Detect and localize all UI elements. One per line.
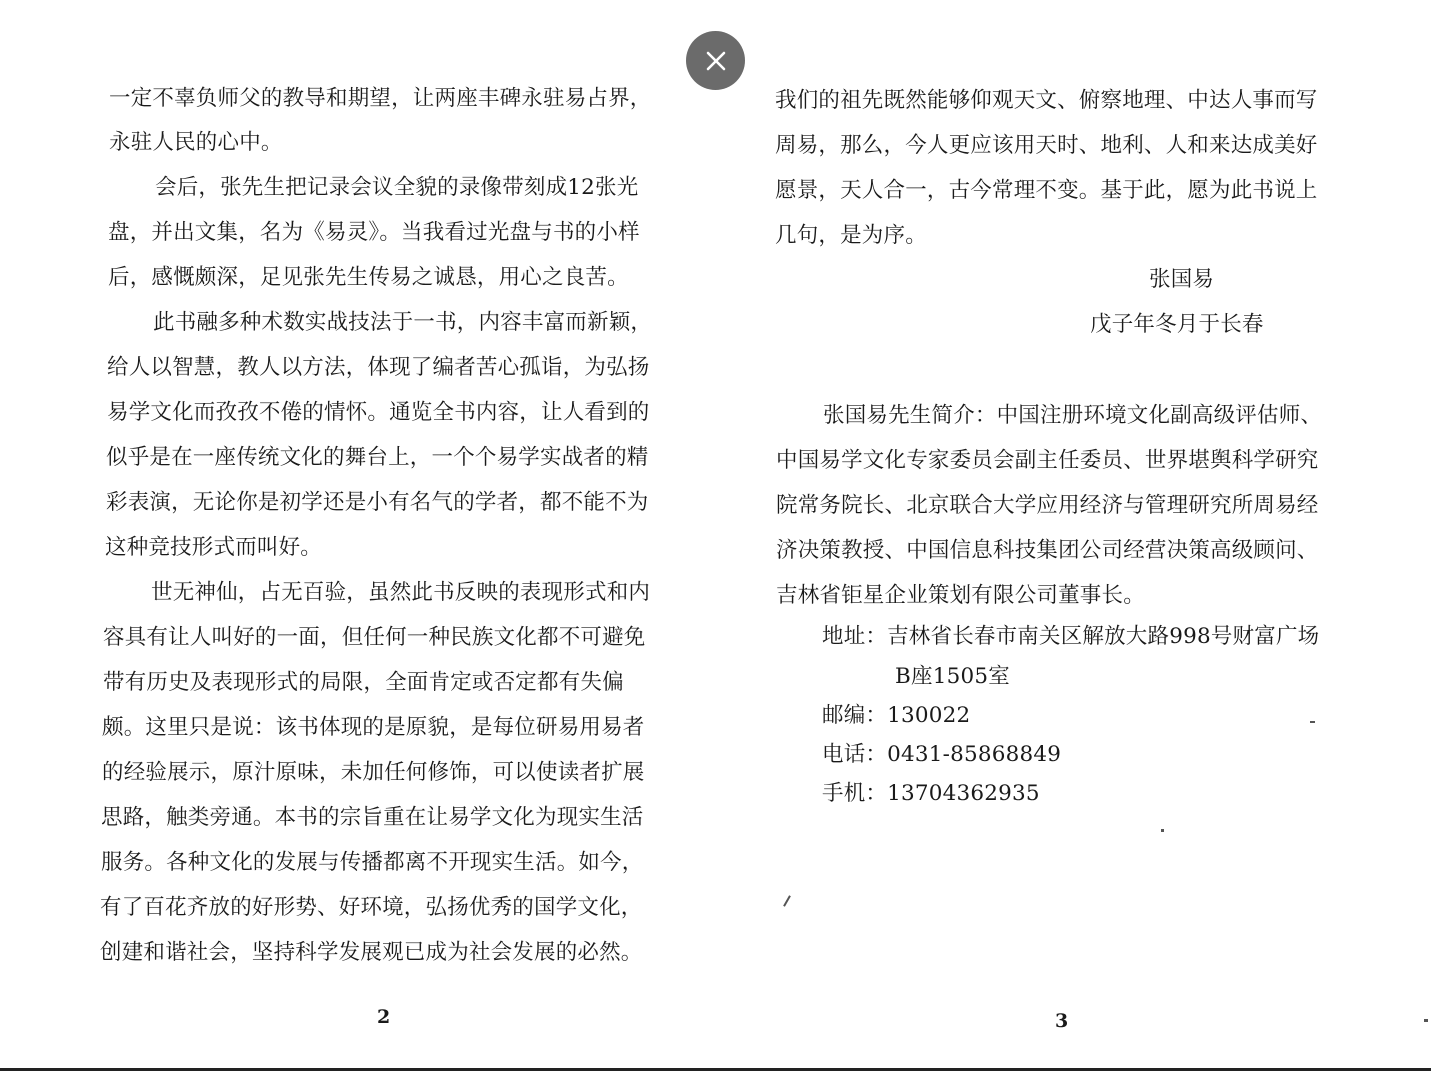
scan-speck xyxy=(1161,829,1164,832)
close-icon xyxy=(705,50,727,72)
right-text-line: 愿景，天人合一，古今常理不变。基于此，愿为此书说上 xyxy=(775,178,1318,203)
left-text-line: 永驻人民的心中。 xyxy=(109,130,283,155)
left-text-line: 似乎是在一座传统文化的舞台上，一个个易学实战者的精 xyxy=(106,445,649,470)
left-text-line: 服务。各种文化的发展与传播都离不开现实生活。如今， xyxy=(101,850,644,875)
left-text-line: 容具有让人叫好的一面，但任何一种民族文化都不可避免 xyxy=(103,625,646,650)
signature-date: 戊子年冬月于长春 xyxy=(1090,312,1264,337)
left-text-line: 颇。这里只是说：该书体现的是原貌，是每位研易用易者 xyxy=(102,715,645,740)
right-text-line: 周易，那么，今人更应该用天时、地利、人和来达成美好 xyxy=(775,133,1318,158)
right-text-line: 几句，是为序。 xyxy=(775,223,927,248)
bio-text-line: 张国易先生简介：中国注册环境文化副高级评估师、 xyxy=(823,403,1323,428)
left-text-line: 会后，张先生把记录会议全貌的录像带刻成12张光 xyxy=(155,175,639,200)
bio-text-line: 济决策教授、中国信息科技集团公司经营决策高级顾问、 xyxy=(776,538,1319,563)
close-button[interactable] xyxy=(686,31,745,90)
signature-name: 张国易 xyxy=(1149,267,1215,292)
scan-speck xyxy=(1424,1019,1428,1022)
left-text-line: 后，感慨颇深，足见张先生传易之诚恳，用心之良苦。 xyxy=(108,265,629,290)
bio-text-line: 院常务院长、北京联合大学应用经济与管理研究所周易经 xyxy=(776,493,1319,518)
left-text-line: 盘，并出文集，名为《易灵》。当我看过光盘与书的小样 xyxy=(108,220,640,245)
contact-postcode: 邮编：130022 xyxy=(822,703,971,728)
bio-text-line: 吉林省钜星企业策划有限公司董事长。 xyxy=(776,583,1145,608)
contact-address-continued: B座1505室 xyxy=(895,664,1010,689)
left-text-line: 世无神仙，占无百验，虽然此书反映的表现形式和内 xyxy=(151,580,651,605)
page-number: 3 xyxy=(1055,1010,1069,1032)
left-text-line: 给人以智慧，教人以方法，体现了编者苦心孤诣，为弘扬 xyxy=(107,355,650,380)
contact-phone: 电话：0431-85868849 xyxy=(822,742,1062,767)
left-text-line: 这种竞技形式而叫好。 xyxy=(105,535,323,560)
bio-text-line: 中国易学文化专家委员会副主任委员、世界堪舆科学研究 xyxy=(776,448,1319,473)
contact-mobile: 手机：13704362935 xyxy=(822,781,1040,806)
left-text-line: 思路，触类旁通。本书的宗旨重在让易学文化为现实生活 xyxy=(101,805,644,830)
left-text-line: 彩表演，无论你是初学还是小有名气的学者，都不能不为 xyxy=(106,490,649,515)
page-number: 2 xyxy=(377,1006,391,1028)
contact-address: 地址：吉林省长春市南关区解放大路998号财富广场 xyxy=(822,624,1320,649)
left-text-line: 创建和谐社会，坚持科学发展观已成为社会发展的必然。 xyxy=(100,940,643,965)
left-text-line: 的经验展示，原汁原味，未加任何修饰，可以使读者扩展 xyxy=(102,760,645,785)
left-text-line: 带有历史及表现形式的局限，全面肯定或否定都有失偏 xyxy=(103,670,624,695)
right-text-line: 我们的祖先既然能够仰观天文、俯察地理、中达人事而写 xyxy=(775,88,1318,113)
scan-speck xyxy=(1310,721,1315,723)
scan-speck xyxy=(783,895,791,906)
left-text-line: 一定不辜负师父的教导和期望，让两座丰碑永驻易占界， xyxy=(109,86,652,111)
bottom-divider xyxy=(0,1068,1431,1071)
left-text-line: 易学文化而孜孜不倦的情怀。通览全书内容，让人看到的 xyxy=(107,400,650,425)
left-text-line: 有了百花齐放的好形势、好环境，弘扬优秀的国学文化， xyxy=(100,895,643,920)
left-text-line: 此书融多种术数实战技法于一书，内容丰富而新颖， xyxy=(153,310,653,335)
